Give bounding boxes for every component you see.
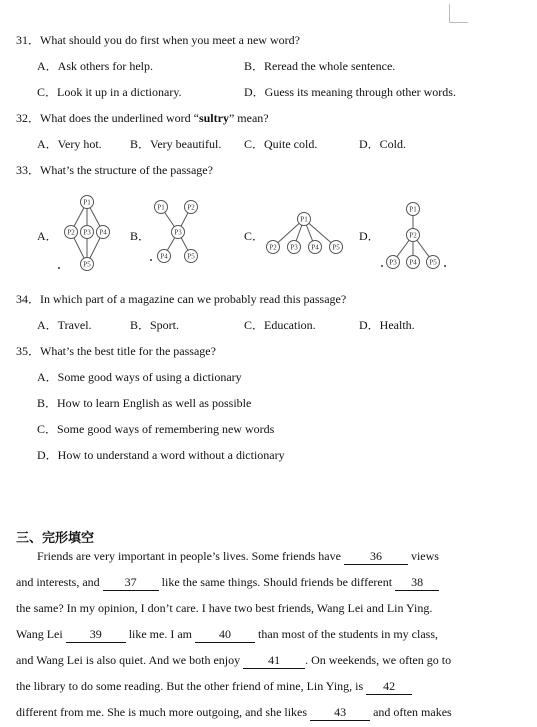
svg-text:P2: P2 xyxy=(67,228,75,237)
diagram-d-node-p4 xyxy=(407,256,420,269)
q35-option-d: D．How to understand a word without a dictionary xyxy=(37,448,285,462)
q33-option-c-label: C． xyxy=(244,229,265,243)
diagram-b-node-p2 xyxy=(185,201,198,214)
diagram-b-node-p3 xyxy=(172,226,185,239)
blank-36[interactable]: 36 xyxy=(344,549,408,565)
diagram-d-node-p5 xyxy=(427,256,440,269)
passage-text: the same? In my opinion, I don’t care. I have two best friends, Wang Lei and Lin Ying. xyxy=(16,601,433,615)
svg-text:P1: P1 xyxy=(300,215,308,224)
svg-text:P4: P4 xyxy=(311,243,319,252)
passage-text: like me. I am xyxy=(125,627,195,641)
structure-diagram-a xyxy=(55,194,117,274)
q32-option-c: C．Quite cold. xyxy=(244,137,318,151)
diagram-c-node-p3 xyxy=(288,241,301,254)
q31-option-c: C．Look it up in a dictionary. xyxy=(37,85,182,99)
svg-text:P3: P3 xyxy=(389,258,397,267)
question-33-stem: 33．What’s the structure of the passage? xyxy=(16,163,213,177)
q31-option-a: A．Ask others for help. xyxy=(37,59,153,73)
passage-line-3 xyxy=(16,601,448,616)
passage-text: like the same things. Should friends be different xyxy=(158,575,396,589)
blank-40[interactable]: 40 xyxy=(195,627,255,643)
passage-text: than most of the students in my class, xyxy=(255,627,438,641)
passage-text: Wang Lei xyxy=(16,627,66,641)
svg-text:P3: P3 xyxy=(83,228,91,237)
diagram-c-node-p2 xyxy=(267,241,280,254)
diagram-d-node-p2 xyxy=(407,229,420,242)
q33-option-a-label: A． xyxy=(37,229,58,243)
svg-text:P1: P1 xyxy=(409,205,417,214)
question-31-stem: 31．What should you do first when you meet a new word? xyxy=(16,33,300,47)
svg-text:P3: P3 xyxy=(174,228,182,237)
diagram-b-node-p5 xyxy=(185,250,198,263)
svg-text:P4: P4 xyxy=(99,228,107,237)
diagram-c-node-p5 xyxy=(330,241,343,254)
passage-line-1 xyxy=(16,549,448,565)
question-34-stem: 34．In which part of a magazine can we probably read this passage? xyxy=(16,292,347,306)
passage-text: and Wang Lei is also quiet. And we both enjoy xyxy=(16,653,244,667)
q32-stem-before: 32．What does the underlined word “ xyxy=(16,111,199,125)
structure-diagram-b xyxy=(148,194,210,274)
q32-option-a: A．Very hot. xyxy=(37,137,102,151)
blank-37[interactable]: 37 xyxy=(103,575,159,591)
svg-text:P5: P5 xyxy=(187,252,195,261)
q34-option-a: A．Travel. xyxy=(37,318,92,332)
diagram-d-node-p1 xyxy=(407,203,420,216)
svg-text:P5: P5 xyxy=(83,260,91,269)
passage-text: the library to do some reading. But the other friend of mine, Lin Ying, is xyxy=(16,679,367,693)
diagram-b-node-p1 xyxy=(155,201,168,214)
blank-43[interactable]: 43 xyxy=(310,705,370,721)
blank-39[interactable]: 39 xyxy=(66,627,126,643)
svg-text:P4: P4 xyxy=(160,252,168,261)
q32-key-word: sultry xyxy=(198,111,229,125)
svg-text:P2: P2 xyxy=(269,243,277,252)
diagram-a-node-p4 xyxy=(97,226,110,239)
q34-option-d: D．Health. xyxy=(359,318,415,332)
diagram-c-node-p1 xyxy=(298,213,311,226)
svg-text:P5: P5 xyxy=(332,243,340,252)
q33-option-d-label: D． xyxy=(359,229,380,243)
svg-text:P1: P1 xyxy=(157,203,165,212)
question-32-stem xyxy=(16,109,269,126)
passage-line-4 xyxy=(16,627,448,643)
svg-text:P5: P5 xyxy=(429,258,437,267)
passage-text: and often makes xyxy=(370,705,452,719)
svg-text:P1: P1 xyxy=(83,198,91,207)
passage-line-7 xyxy=(16,705,452,721)
q32-option-b: B．Very beautiful. xyxy=(130,137,222,151)
q34-option-c: C．Education. xyxy=(244,318,316,332)
q31-option-b: B．Reread the whole sentence. xyxy=(244,59,396,73)
question-35-stem: 35．What’s the best title for the passage? xyxy=(16,344,216,358)
blank-42[interactable]: 42 xyxy=(366,679,412,695)
diagram-d-node-p3 xyxy=(387,256,400,269)
diagram-a-node-p3 xyxy=(81,226,94,239)
q34-option-b: B．Sport. xyxy=(130,318,180,332)
diagram-b-node-p4 xyxy=(158,250,171,263)
passage-text: and interests, and xyxy=(16,575,103,589)
passage-text: Friends are very important in people’s lives. Some friends have xyxy=(37,549,344,563)
q32-stem-after: ” mean? xyxy=(228,111,269,125)
q32-option-d: D．Cold. xyxy=(359,137,407,151)
svg-text:P2: P2 xyxy=(187,203,195,212)
page-corner-mark xyxy=(449,4,468,23)
passage-line-2 xyxy=(16,575,448,591)
q33-option-b-label: B． xyxy=(130,229,151,243)
passage-line-6 xyxy=(16,679,448,695)
structure-diagram-c xyxy=(262,194,348,264)
q35-option-c: C．Some good ways of remembering new words xyxy=(37,422,275,436)
svg-text:P3: P3 xyxy=(290,243,298,252)
diagram-a-node-p1 xyxy=(81,196,94,209)
passage-text: views xyxy=(407,549,439,563)
section-title: 三、完形填空 xyxy=(16,530,95,545)
blank-38[interactable]: 38 xyxy=(395,575,439,591)
blank-41[interactable]: 41 xyxy=(243,653,305,669)
diagram-a-node-p2 xyxy=(65,226,78,239)
diagram-c-node-p4 xyxy=(309,241,322,254)
q31-option-d: D．Guess its meaning through other words. xyxy=(244,85,456,99)
q35-option-b: B．How to learn English as well as possible xyxy=(37,396,252,410)
structure-diagram-d xyxy=(379,194,449,274)
passage-text: . On weekends, we often go to xyxy=(305,653,452,667)
passage-line-5 xyxy=(16,653,452,669)
svg-text:P2: P2 xyxy=(409,231,417,240)
q35-option-a: A．Some good ways of using a dictionary xyxy=(37,370,242,384)
passage-text: different from me. She is much more outgoing, and she likes xyxy=(16,705,311,719)
diagram-a-node-p5 xyxy=(81,258,94,271)
svg-text:P4: P4 xyxy=(409,258,417,267)
